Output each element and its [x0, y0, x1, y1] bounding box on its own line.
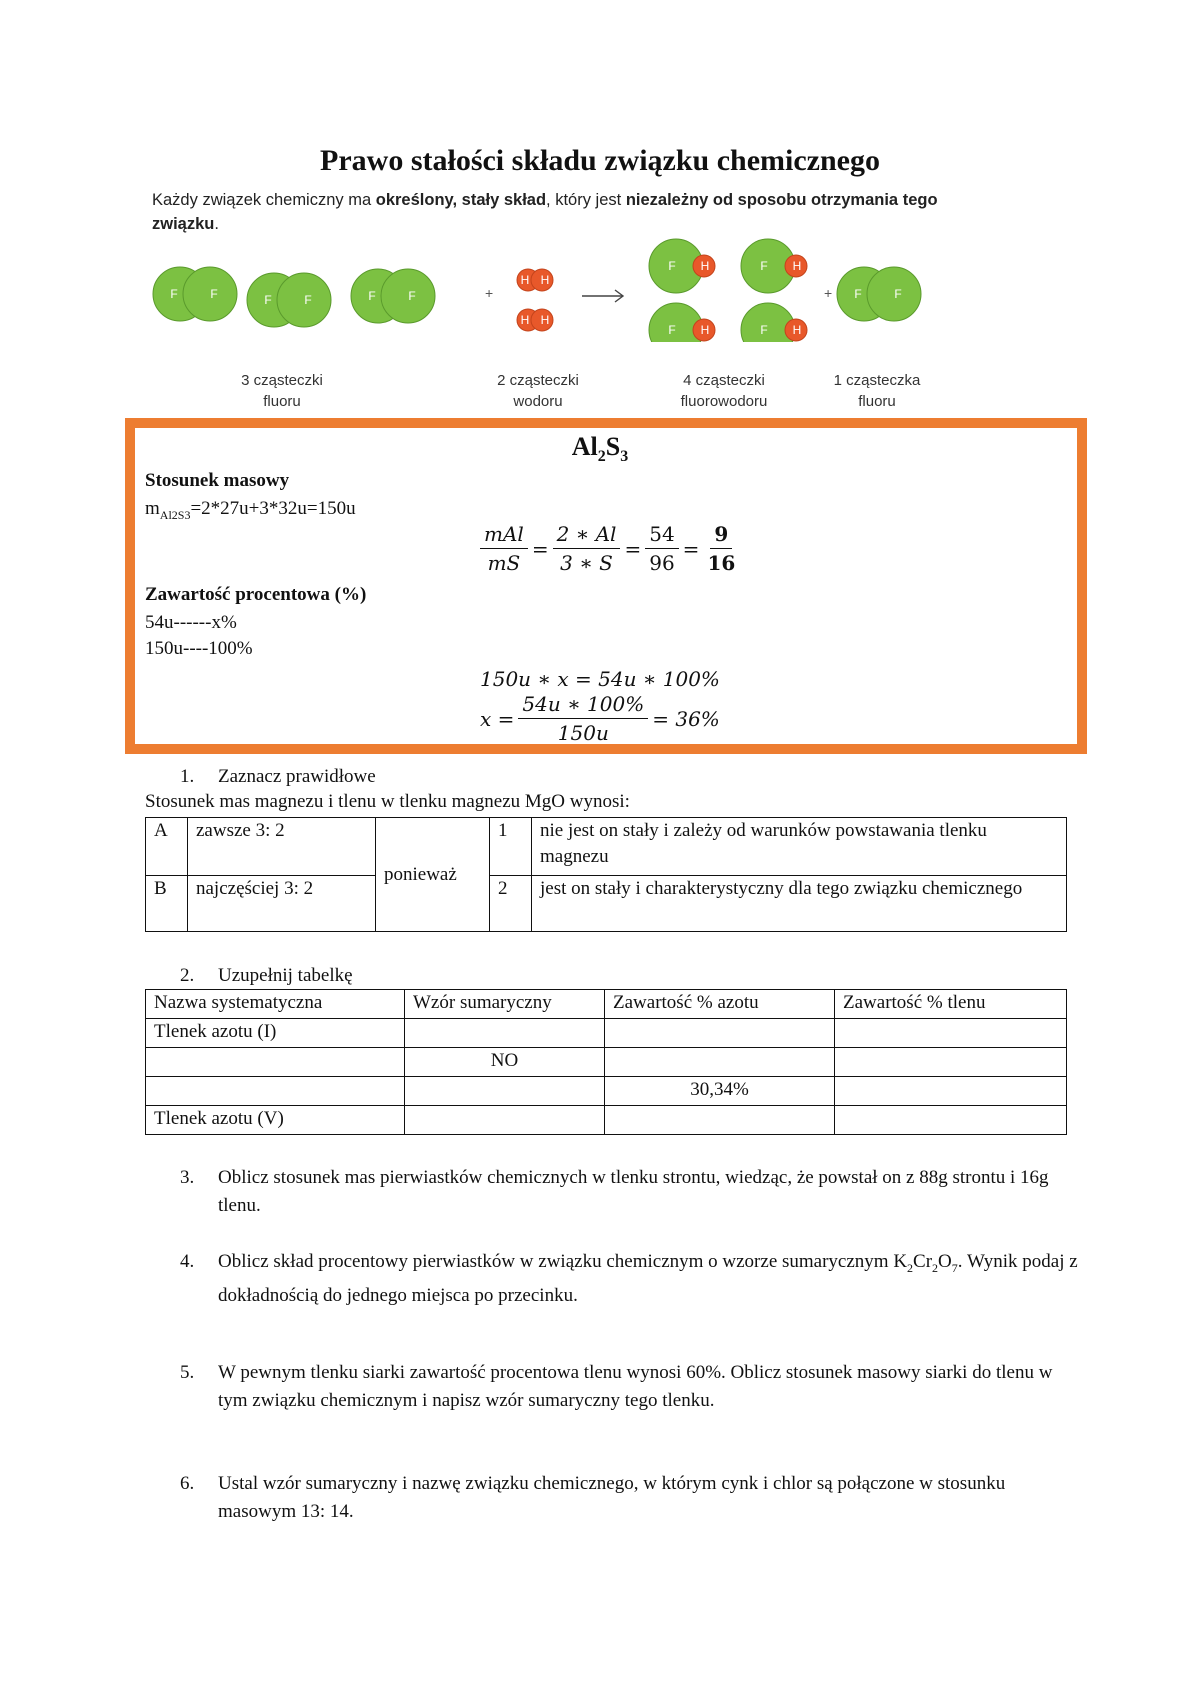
h2-molecule-1: [517, 269, 553, 291]
intro-part-2: , który jest: [546, 191, 626, 209]
f2-molecule-product: [837, 267, 921, 321]
table-cell[interactable]: [605, 1019, 835, 1048]
atom-label: H: [520, 313, 530, 327]
question-number: 2.: [180, 965, 195, 986]
hf-molecule-1: [649, 239, 715, 293]
mass-ratio-equation: [476, 522, 743, 575]
atom-label: F: [894, 287, 902, 301]
label-line: 4 cząsteczki: [683, 372, 765, 389]
percent-equation-1: 150u ∗ x = 54u ∗ 100%: [480, 667, 720, 691]
atom-label: F: [760, 259, 768, 273]
atom-label: H: [540, 313, 550, 327]
question-1-table: [145, 817, 1067, 932]
equation-lhs: x =: [480, 706, 515, 731]
atom-label: F: [668, 323, 676, 337]
question-number: 5.: [180, 1362, 195, 1383]
table-cell[interactable]: 30,34%: [605, 1077, 835, 1106]
hf-molecule-2: [741, 239, 807, 293]
question-text: Uzupełnij tabelkę: [218, 965, 353, 986]
column-header: Zawartość % tlenu: [835, 990, 1067, 1019]
table-cell[interactable]: [835, 1019, 1067, 1048]
reason-text[interactable]: nie jest on stały i zależy od warunków powstawania tlenku magnezu: [532, 818, 1067, 876]
f2-molecule-3: [351, 269, 435, 323]
mass-ratio-heading: Stosunek masowy: [145, 470, 290, 491]
atom-label: F: [264, 293, 272, 307]
atom-label: F: [760, 323, 768, 337]
formula-part: S: [605, 432, 621, 461]
numerator: 2 ∗ Al: [553, 522, 621, 549]
option-letter[interactable]: A: [146, 818, 188, 876]
table-cell[interactable]: NO: [405, 1048, 605, 1077]
atom-label: F: [368, 289, 376, 303]
fraction: [553, 522, 621, 575]
reason-number[interactable]: 2: [490, 876, 532, 932]
table-cell[interactable]: [835, 1106, 1067, 1135]
table-cell[interactable]: [835, 1077, 1067, 1106]
reason-number[interactable]: 1: [490, 818, 532, 876]
percent-equation-2: [480, 692, 720, 745]
atom-label: H: [700, 259, 710, 273]
molar-mass-line: [145, 498, 356, 523]
formula-subscript: 2: [907, 1260, 914, 1275]
text-part: . Wynik podaj z dokładnością do jednego miejsca po przecinku.: [218, 1251, 1078, 1306]
atom-label: F: [408, 289, 416, 303]
denominator: 3 ∗ S: [560, 551, 613, 575]
denominator: 16: [707, 551, 736, 575]
numerator: 54u ∗ 100%: [518, 692, 648, 719]
atom-label: F: [854, 287, 862, 301]
h2-molecule-2: [517, 309, 553, 331]
table-header-row: [146, 990, 1067, 1019]
atom-label: H: [700, 323, 710, 337]
question-2-table: [145, 989, 1067, 1135]
label-hydrogen-molecules: [468, 370, 608, 412]
atom-label: F: [170, 287, 178, 301]
numerator: 54: [645, 522, 678, 549]
formula-subscript: 2: [932, 1260, 939, 1275]
label-fluorine-molecules: [212, 370, 352, 412]
f2-molecule-1: [153, 267, 237, 321]
question-number: 3.: [180, 1167, 195, 1188]
label-line: 1 cząsteczka: [833, 372, 921, 389]
question-text: Ustal wzór sumaryczny i nazwę związku chemicznego, w którym cynk i chlor są połączone w stosunku masowym 13: 14.: [218, 1473, 1006, 1522]
compound-formula: [0, 432, 1200, 466]
page-title: Prawo stałości składu związku chemicznego: [320, 144, 880, 177]
intro-bold-1: określony, stały skład: [375, 191, 547, 209]
table-row: [146, 1106, 1067, 1135]
hf-molecule-3: [649, 303, 715, 342]
text-part: O: [938, 1251, 952, 1272]
reason-text[interactable]: jest on stały i charakterystyczny dla tego związku chemicznego: [532, 876, 1067, 932]
reaction-arrow: [582, 290, 623, 302]
question-text: Oblicz stosunek mas pierwiastków chemicznych w tlenku strontu, wiedząc, że powstał on z 88g strontu i 16g tlenu.: [218, 1167, 1049, 1216]
mass-subscript: Al2S3: [159, 507, 191, 522]
label-line: 3 cząsteczki: [241, 372, 323, 389]
formula-subscript: 3: [620, 448, 629, 466]
atom-label: F: [668, 259, 676, 273]
table-cell[interactable]: [605, 1106, 835, 1135]
denominator: mS: [487, 551, 521, 575]
label-line: wodoru: [513, 393, 563, 410]
text-part: Oblicz skład procentowy pierwiastków w związku chemicznym o wzorze sumarycznym K: [218, 1251, 908, 1272]
table-row: [146, 1048, 1067, 1077]
table-cell[interactable]: [605, 1048, 835, 1077]
mass-symbol: m: [145, 498, 160, 519]
f2-molecule-2: [247, 273, 331, 327]
equation-rhs: = 36%: [652, 706, 720, 731]
molecule-illustration: [152, 232, 972, 412]
equals-sign: =: [531, 536, 549, 561]
fraction-result: [703, 522, 739, 575]
mass-equation: =2*27u+3*32u=150u: [190, 498, 356, 519]
proportion-line-1: 54u------x%: [145, 612, 237, 633]
table-cell[interactable]: Tlenek azotu (I): [146, 1019, 405, 1048]
table-cell[interactable]: Tlenek azotu (V): [146, 1106, 405, 1135]
fraction: [645, 522, 678, 575]
atom-label: H: [540, 273, 550, 287]
formula-part: Al: [571, 432, 598, 461]
plus-sign: +: [485, 285, 494, 301]
table-row: [146, 818, 1067, 876]
numerator: mAl: [480, 522, 528, 549]
table-row: [146, 1019, 1067, 1048]
atom-label: H: [792, 259, 802, 273]
formula-subscript: 2: [597, 448, 606, 466]
text-part: Cr: [913, 1251, 933, 1272]
question-number: 4.: [180, 1251, 195, 1272]
column-header: Wzór sumaryczny: [405, 990, 605, 1019]
question-number: 1.: [180, 766, 195, 787]
question-number: 6.: [180, 1473, 195, 1494]
option-text[interactable]: najczęściej 3: 2: [188, 876, 376, 932]
equals-sign: =: [624, 536, 642, 561]
molecule-diagram: [152, 232, 972, 342]
table-cell[interactable]: [146, 1048, 405, 1077]
table-row: [146, 1077, 1067, 1106]
numerator: 9: [710, 522, 732, 549]
intro-part-3: .: [214, 215, 219, 233]
denominator: 96: [649, 551, 675, 575]
option-letter[interactable]: B: [146, 876, 188, 932]
table-cell[interactable]: [405, 1077, 605, 1106]
label-line: fluoru: [263, 393, 301, 410]
denominator: 150u: [557, 721, 609, 745]
question-text: [218, 1248, 1078, 1310]
atom-label: F: [210, 287, 218, 301]
column-header: Nazwa systematyczna: [146, 990, 405, 1019]
option-text[interactable]: zawsze 3: 2: [188, 818, 376, 876]
atom-label: H: [520, 273, 530, 287]
atom-label: H: [792, 323, 802, 337]
proportion-line-2: 150u----100%: [145, 638, 253, 659]
plus-sign: +: [824, 285, 833, 301]
table-cell[interactable]: [146, 1077, 405, 1106]
hf-molecule-4: [741, 303, 807, 342]
table-row: [146, 876, 1067, 932]
table-cell[interactable]: [405, 1106, 605, 1135]
label-hf-molecules: [654, 370, 794, 412]
label-line: fluorowodoru: [680, 393, 768, 410]
question-1-stem: Stosunek mas magnezu i tlenu w tlenku magnezu MgO wynosi:: [145, 791, 630, 812]
intro-part-1: Każdy związek chemiczny ma: [152, 191, 376, 209]
formula-subscript: 7: [951, 1260, 958, 1275]
intro-bold-2: niezależny od sposobu otrzymania tego związku: [152, 191, 938, 233]
atom-label: F: [304, 293, 312, 307]
label-line: fluoru: [858, 393, 896, 410]
label-fluorine-product: [807, 370, 947, 412]
percent-heading: Zawartość procentowa (%): [145, 584, 367, 605]
column-header: Zawartość % azotu: [605, 990, 835, 1019]
equals-sign: =: [682, 536, 700, 561]
connector-cell: ponieważ: [376, 818, 490, 932]
fraction: [480, 522, 528, 575]
table-cell[interactable]: [405, 1019, 605, 1048]
question-text: Zaznacz prawidłowe: [218, 766, 376, 787]
fraction: [518, 692, 648, 745]
table-cell[interactable]: [835, 1048, 1067, 1077]
intro-text: [152, 188, 972, 236]
label-line: 2 cząsteczki: [497, 372, 579, 389]
question-text: W pewnym tlenku siarki zawartość procentowa tlenu wynosi 60%. Oblicz stosunek masowy siarki do tlenu w tym związku chemicznym i napisz wzór sumaryczny tego tlenku.: [218, 1362, 1053, 1411]
